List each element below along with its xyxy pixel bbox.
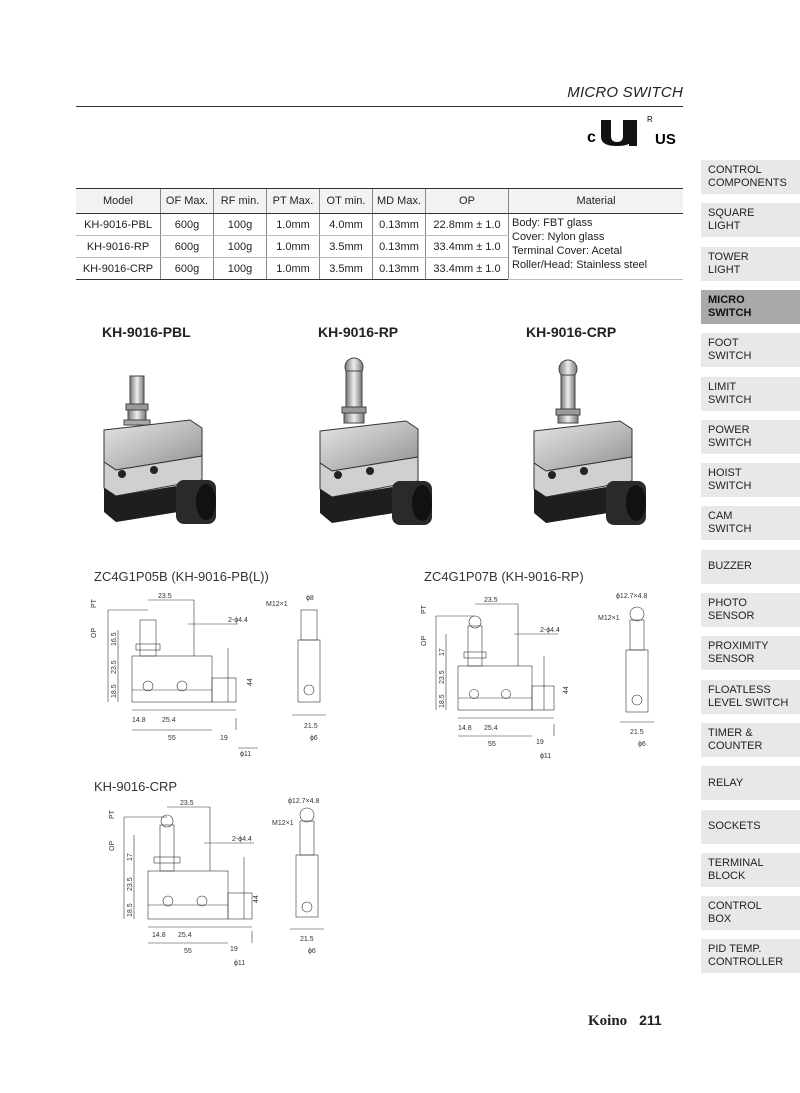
dim-dia-roller: ϕ12.7×4.8 — [288, 798, 320, 805]
sidebar-item-proximity-sensor[interactable] — [701, 636, 800, 670]
dim-44: 44 — [253, 895, 260, 903]
cell-of-max: 600g — [161, 214, 214, 236]
cell-ot-min: 3.5mm — [320, 236, 373, 258]
sidebar-item-label: FOOT SWITCH — [708, 337, 752, 363]
dim-23-5: 23.5 — [484, 597, 498, 604]
column-header-material: Material — [509, 189, 684, 214]
dimension-drawing-rp — [418, 590, 668, 760]
dim-holes: 2-ϕ4.4 — [540, 627, 560, 634]
cell-material — [509, 214, 684, 280]
dim-23-5: 23.5 — [180, 800, 194, 807]
dim-op: OP — [109, 840, 116, 851]
sidebar-item-relay[interactable] — [701, 766, 800, 800]
sidebar-item-photo-sensor[interactable] — [701, 593, 800, 627]
cell-rf-min: 100g — [214, 236, 267, 258]
cell-ot-min: 3.5mm — [320, 258, 373, 280]
sidebar-item-micro-switch[interactable] — [701, 290, 800, 324]
sidebar-item-label: POWER SWITCH — [708, 423, 752, 449]
cert-left-text: c — [587, 129, 596, 146]
dim-dia-8: ϕ8 — [306, 595, 314, 602]
dim-21-5: 21.5 — [630, 729, 644, 736]
dim-44: 44 — [247, 678, 254, 686]
column-header-pt-max: PT Max. — [267, 189, 320, 214]
sidebar-item-label: HOIST SWITCH — [708, 467, 752, 493]
dim-25-4: 25.4 — [178, 932, 192, 939]
sidebar-item-label: SQUARE LIGHT — [708, 207, 755, 233]
dim-14-8: 14.8 — [152, 932, 166, 939]
column-header-op: OP — [426, 189, 509, 214]
sidebar-item-label: TOWER LIGHT — [708, 250, 749, 276]
sidebar-item-label: PID TEMP. CONTROLLER — [708, 943, 784, 969]
sidebar-item-label: RELAY — [708, 776, 744, 789]
sidebar-item-control-box[interactable] — [701, 896, 800, 930]
dim-23-5-v: 23.5 — [111, 660, 118, 674]
dim-19: 19 — [536, 739, 544, 746]
dim-25-4: 25.4 — [162, 717, 176, 724]
sidebar-item-label: CONTROL BOX — [708, 900, 762, 926]
sidebar-item-sockets[interactable] — [701, 810, 800, 844]
product-label-crp: KH-9016-CRP — [526, 324, 617, 340]
dim-23-5-v: 23.5 — [127, 877, 134, 891]
sidebar-item-power-switch[interactable] — [701, 420, 800, 454]
sidebar-item-square-light[interactable] — [701, 203, 800, 237]
dim-18-5: 18.5 — [111, 684, 118, 698]
dim-16-5: 16.5 — [111, 632, 118, 646]
registered-mark: R — [647, 115, 653, 124]
column-header-model: Model — [76, 189, 161, 214]
column-header-rf-min: RF min. — [214, 189, 267, 214]
cell-pt-max: 1.0mm — [267, 258, 320, 280]
cell-md-max: 0.13mm — [373, 258, 426, 280]
sidebar-item-label: TERMINAL BLOCK — [708, 856, 764, 882]
cell-model: KH-9016-CRP — [76, 258, 161, 280]
dim-thread: M12×1 — [598, 615, 620, 622]
dim-dia-roller: ϕ12.7×4.8 — [616, 593, 648, 600]
cell-of-max: 600g — [161, 236, 214, 258]
product-photo-rp — [314, 355, 444, 530]
page-number: 211 — [639, 1012, 662, 1028]
dim-21-5: 21.5 — [300, 936, 314, 943]
column-header-md-max: MD Max. — [373, 189, 426, 214]
dim-18-5: 18.5 — [439, 694, 446, 708]
sidebar-item-control-components[interactable] — [701, 160, 800, 194]
dim-23-5: 23.5 — [158, 593, 172, 600]
sidebar-item-foot-switch[interactable] — [701, 333, 800, 367]
cell-md-max: 0.13mm — [373, 214, 426, 236]
dim-dia-6: ϕ6 — [638, 741, 646, 748]
dim-thread: M12×1 — [266, 601, 288, 608]
dim-18-5: 18.5 — [127, 903, 134, 917]
cell-model: KH-9016-RP — [76, 236, 161, 258]
dim-14-8: 14.8 — [458, 725, 472, 732]
cell-ot-min: 4.0mm — [320, 214, 373, 236]
sidebar-item-label: CAM SWITCH — [708, 510, 752, 536]
dim-19: 19 — [220, 735, 228, 742]
sidebar-item-floatless-level-switch[interactable] — [701, 680, 800, 714]
sidebar-item-hoist-switch[interactable] — [701, 463, 800, 497]
dim-44: 44 — [563, 686, 570, 694]
brand-logo: Koino — [588, 1013, 628, 1029]
material-text: Body: FBT glass Cover: Nylon glass Terminal Cover: Acetal Roller/Head: Stainless steel — [512, 217, 648, 271]
sidebar-item-label: PROXIMITY SENSOR — [708, 640, 769, 666]
dim-17: 17 — [127, 853, 134, 861]
cell-pt-max: 1.0mm — [267, 214, 320, 236]
dim-pt: PT — [421, 605, 428, 614]
cell-op: 22.8mm ± 1.0 — [426, 214, 509, 236]
dim-dia-11: ϕ11 — [234, 960, 246, 967]
dim-op: OP — [91, 627, 98, 638]
dim-25-4: 25.4 — [484, 725, 498, 732]
sidebar-item-tower-light[interactable] — [701, 247, 800, 281]
dim-14-8: 14.8 — [132, 717, 146, 724]
sidebar-item-label: LIMIT SWITCH — [708, 380, 752, 406]
sidebar-item-label: BUZZER — [708, 560, 752, 573]
dim-23-5-v: 23.5 — [439, 670, 446, 684]
spec-table-header-row — [76, 189, 683, 214]
dim-pt: PT — [91, 599, 98, 608]
sidebar-item-timer-counter[interactable] — [701, 723, 800, 757]
sidebar-item-label: TIMER & COUNTER — [708, 726, 763, 752]
drawing-title-crp: KH-9016-CRP — [94, 779, 178, 794]
sidebar-item-label: CONTROL COMPONENTS — [708, 164, 787, 189]
dim-19: 19 — [230, 946, 238, 953]
dim-55: 55 — [168, 735, 176, 742]
dim-21-5: 21.5 — [304, 723, 318, 730]
dim-17: 17 — [439, 648, 446, 656]
cell-op: 33.4mm ± 1.0 — [426, 258, 509, 280]
product-label-rp: KH-9016-RP — [318, 324, 399, 340]
spec-table — [76, 188, 683, 280]
page-title: MICRO SWITCH — [567, 84, 683, 101]
dimension-drawing-pbl — [88, 590, 338, 760]
dim-holes: 2-ϕ4.4 — [228, 617, 248, 624]
dim-holes: 2-ϕ4.4 — [232, 836, 252, 843]
sidebar-item-label: MICRO SWITCH — [708, 293, 752, 319]
dim-dia-6: ϕ6 — [308, 948, 316, 955]
column-header-of-max: OF Max. — [161, 189, 214, 214]
sidebar-item-cam-switch[interactable] — [701, 506, 800, 540]
page-footer — [588, 1012, 662, 1030]
column-header-ot-min: OT min. — [320, 189, 373, 214]
dim-dia-11: ϕ11 — [240, 751, 252, 758]
drawing-title-rp: ZC4G1P07B (KH-9016-RP) — [424, 569, 584, 584]
page-header — [76, 84, 683, 107]
dim-dia-11: ϕ11 — [540, 753, 552, 760]
sidebar-item-terminal-block[interactable] — [701, 853, 800, 887]
sidebar-item-limit-switch[interactable] — [701, 377, 800, 411]
dim-pt: PT — [109, 810, 116, 819]
cell-rf-min: 100g — [214, 258, 267, 280]
dim-55: 55 — [184, 948, 192, 955]
sidebar-item-label: FLOATLESS LEVEL SWITCH — [708, 683, 789, 709]
cell-of-max: 600g — [161, 258, 214, 280]
table-row — [76, 214, 683, 236]
curus-certification-logo — [585, 114, 685, 148]
dimension-drawing-crp — [104, 795, 344, 970]
product-photo-crp — [528, 355, 658, 530]
dim-op: OP — [421, 635, 428, 646]
cell-op: 33.4mm ± 1.0 — [426, 236, 509, 258]
cell-pt-max: 1.0mm — [267, 236, 320, 258]
cell-model: KH-9016-PBL — [76, 214, 161, 236]
sidebar-item-pid-temp-controller[interactable] — [701, 939, 800, 973]
sidebar-item-label: PHOTO SENSOR — [708, 597, 755, 622]
product-photo-pbl — [98, 370, 228, 530]
dim-55: 55 — [488, 741, 496, 748]
dim-dia-6: ϕ6 — [310, 735, 318, 742]
cell-md-max: 0.13mm — [373, 236, 426, 258]
cell-rf-min: 100g — [214, 214, 267, 236]
dim-thread: M12×1 — [272, 820, 294, 827]
sidebar-item-buzzer[interactable] — [701, 550, 800, 584]
drawing-title-pbl: ZC4G1P05B (KH-9016-PB(L)) — [94, 569, 269, 584]
product-label-pbl: KH-9016-PBL — [102, 324, 191, 340]
cert-right-text: US — [655, 131, 676, 148]
sidebar-item-label: SOCKETS — [708, 820, 761, 832]
